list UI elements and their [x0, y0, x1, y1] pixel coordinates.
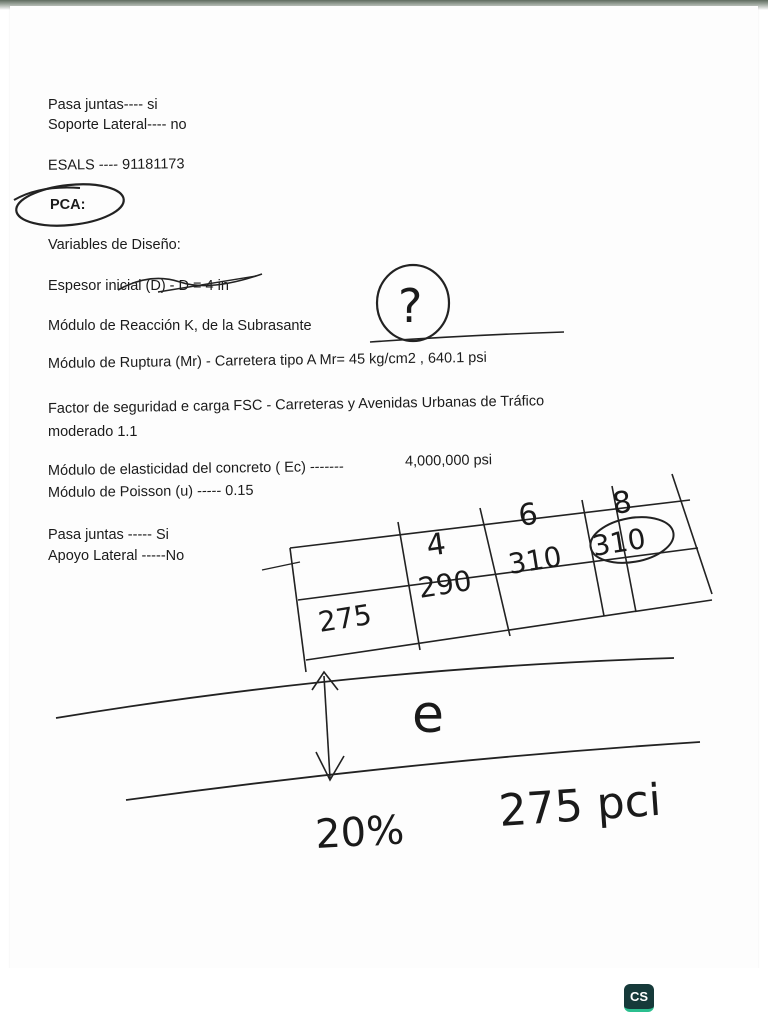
- modulo-ruptura-line: Módulo de Ruptura (Mr) - Carretera tipo A Mr= 45 kg/cm2 , 640.1 psi: [47, 349, 487, 372]
- pasa-juntas-line-1: Pasa juntas---- si: [48, 97, 158, 113]
- modulo-poisson-line: Módulo de Poisson (u) ----- 0.15: [47, 482, 254, 501]
- variables-diseno-heading: Variables de Diseño:: [48, 237, 181, 253]
- modulo-reaccion-line: Módulo de Reacción K, de la Subrasante: [48, 318, 312, 334]
- modulo-elasticidad-value: 4,000,000 psi: [404, 452, 493, 470]
- table-value-310-b: 310: [589, 521, 648, 563]
- layer-label-e: e: [412, 685, 444, 745]
- factor-seguridad-line-1: Factor de seguridad e carga FSC - Carreteras y Avenidas Urbanas de Tráfico: [47, 393, 545, 417]
- apoyo-lateral-line: Apoyo Lateral -----No: [48, 548, 185, 564]
- pasa-juntas-line-2: Pasa juntas ----- Si: [48, 527, 169, 543]
- percent-annotation: 20%: [314, 807, 406, 858]
- modulo-elasticidad-label: Módulo de elasticidad del concreto ( Ec) -------: [47, 458, 344, 479]
- soporte-lateral-line: Soporte Lateral---- no: [48, 117, 187, 133]
- table-value-310-a: 310: [505, 539, 564, 581]
- camscanner-logo: CS: [624, 984, 654, 1012]
- table-value-290: 290: [415, 563, 474, 605]
- pca-heading: PCA:: [50, 197, 86, 213]
- espesor-inicial-line: Espesor inicial (D) - D = 4 in: [48, 278, 229, 294]
- table-value-275: 275: [315, 597, 374, 639]
- k-value-annotation: 275 pci: [497, 774, 663, 837]
- factor-seguridad-line-2: moderado 1.1: [48, 424, 138, 440]
- question-mark: ?: [398, 279, 423, 333]
- esals-line: ESALS ---- 91181173: [47, 156, 185, 174]
- table-header-8: 8: [610, 484, 635, 522]
- table-header-4: 4: [424, 526, 449, 564]
- table-header-6: 6: [516, 496, 541, 534]
